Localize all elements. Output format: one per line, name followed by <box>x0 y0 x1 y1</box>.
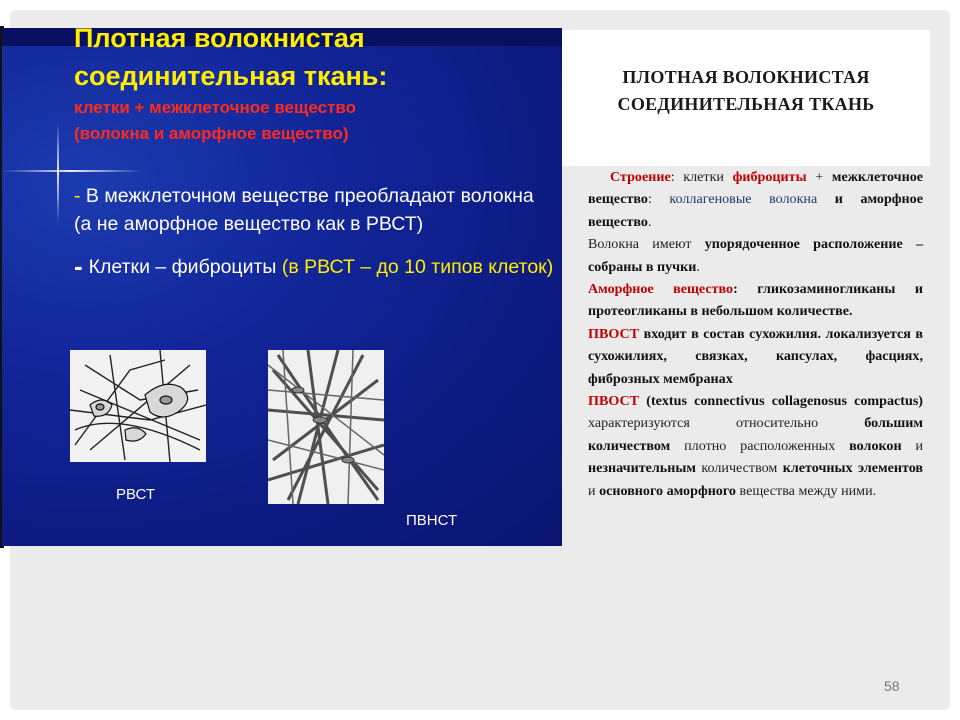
paragraph-amorphous: Аморфное вещество: гликозаминогликаны и протеогликаны в небольшом количестве. <box>588 281 923 320</box>
bullet-text: В межклеточном веществе преобладают волокна (а не аморфное вещество как в РВСТ) <box>74 185 534 235</box>
slide-title <box>562 64 930 118</box>
embedded-title-line-1: Плотная волокнистая <box>74 28 365 53</box>
dense-tissue-micrograph <box>268 350 384 504</box>
bullet-dash: - <box>74 251 83 281</box>
bullet-highlight: (в РВСТ – до 10 типов клеток) <box>281 256 554 278</box>
title-line-2: СОЕДИНИТЕЛЬНАЯ ТКАНЬ <box>617 94 875 114</box>
paragraph-location: ПВОСТ входит в состав сухожилия. локализуется в сухожилиях, связках, капсулах, фасциях, фиброзных мембранах <box>588 325 923 387</box>
paragraph-structure: Строение: клетки фиброциты + межклеточное вещество: коллагеновые волокна и аморфное вещество. <box>588 169 923 230</box>
image1-label: РВСТ <box>116 486 156 503</box>
embedded-subtitle-line-2: (волокна и аморфное вещество) <box>74 124 349 143</box>
bullet-dash: - <box>74 185 81 207</box>
bullet-prefix: Клетки – фиброциты <box>88 256 282 278</box>
embedded-bullet-1 <box>74 182 554 238</box>
loose-tissue-micrograph <box>70 350 206 462</box>
embedded-bullet-2 <box>74 252 554 281</box>
embedded-subtitle-line-1: клетки + межклеточное вещество <box>74 98 356 117</box>
paragraph-characteristics: ПВОСТ (textus connectivus collagenosus compactus) характеризуются относительно большим количеством плотно расположенных волокон и незначительным количеством клеточных элементов и основного аморфного вещества между ними. <box>588 393 923 499</box>
paragraph-fibers: Волокна имеют упорядоченное расположение – собраны в пучки. <box>588 236 923 275</box>
page-number: 58 <box>884 678 900 694</box>
title-line-1: ПЛОТНАЯ ВОЛОКНИСТАЯ <box>622 67 870 87</box>
lens-flare-horizontal <box>2 170 142 172</box>
embedded-slide <box>2 28 562 546</box>
body-text <box>588 166 923 502</box>
image2-label: ПВНСТ <box>406 512 458 529</box>
embedded-title-line-2: соединительная ткань: <box>74 61 388 91</box>
lens-flare-vertical <box>57 123 59 223</box>
